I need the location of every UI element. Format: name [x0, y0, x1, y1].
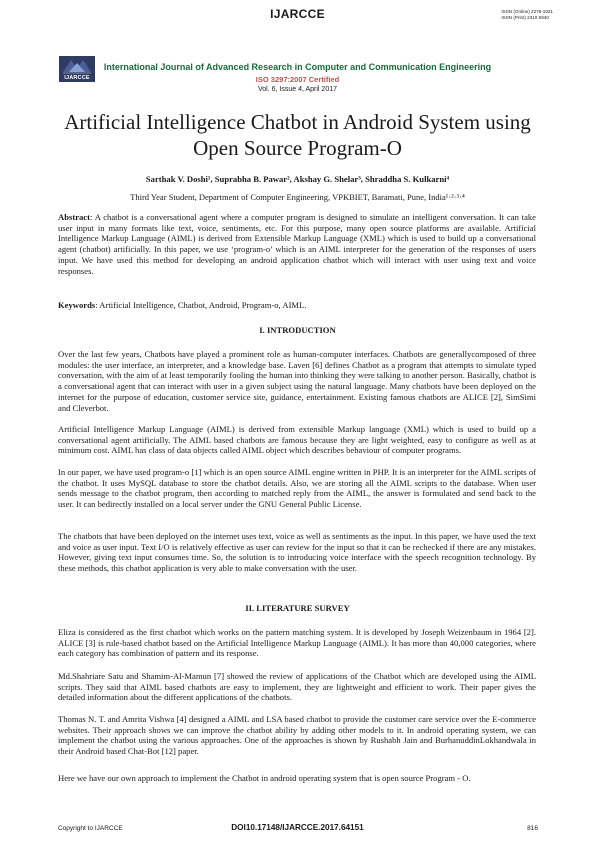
abstract-text: : A chatbot is a conversational agent where a computer program is designed to simulate an intelligent conversation. It can take user input in many formats like text, voice, sentiments, etc. For this purpose, many open source platforms are available. Artificial Intelligence Markup Language (AIML) is derived from Extensible Markup Language (XML) which is used to build up a conversational agent (chatbot) artificially. In this paper, we use ‘program-o’ which is an AIML interpreter for the generation of the responses of users input. We have used this method for developing an android application chatbot which will interact with user using text and voice responses. [58, 212, 536, 276]
lit-paragraph-1: Eliza is considered as the first chatbot which works on the pattern matching system. It is developed by Joseph Weizenbaum in 1964 [2]. ALICE [3] is rule-based chatbot based on the Artificial Intelligence Markup Language (AIML). It has more than 40,000 categories, where each category has combination of pattern and its response. [58, 627, 536, 659]
section-heading-introduction: I. INTRODUCTION [259, 325, 336, 335]
footer-page-number: 816 [527, 825, 538, 832]
journal-name: International Journal of Advanced Research in Computer and Communication Engineering [103, 62, 492, 72]
issn-print: ISSN (Print) 2319 5940 [501, 15, 549, 20]
volume-issue: Vol. 6, Issue 4, April 2017 [258, 86, 337, 93]
author-affiliation: Third Year Student, Department of Computer Engineering, VPKBIET, Baramati, Pune, India¹·²·³·⁴ [130, 192, 465, 202]
footer-doi: DOI10.17148/IJARCCE.2017.64151 [231, 823, 364, 832]
abstract [58, 212, 536, 276]
iso-certification: ISO 3297:2007 Certified [255, 75, 340, 84]
lit-paragraph-4: Here we have our own approach to implement the Chatbot in android operating system that is open source Program - O. [58, 773, 471, 783]
intro-paragraph-1: Over the last few years, Chatbots have played a prominent role as human-computer interfaces. Chatbots are generallycomposed of three modules: the user interface, an interpreter, and a knowledge base. Laven [6] defines Chatbot as a program that attempts to simulate typed conversation, with the aim of at least temporarily fooling the human into thinking they were talking to another person. Basically, chatbot is a conversational agent that can interact with user in a given subject using the natural language. Many chatbots have been deployed on the internet for the purpose of education, customer service site, guidance, entertainment. Existing famous chatbots are ALICE [2], SimSimi and Cleverbot. [58, 349, 536, 413]
section-heading-literature-survey: II. LITERATURE SURVEY [245, 603, 350, 613]
author-list: Sarthak V. Doshi¹, Suprabha B. Pawar², Akshay G. Shelar³, Shraddha S. Kulkarni⁴ [145, 174, 450, 184]
issn-online: ISSN (Online) 2278-1021 [501, 9, 553, 14]
lit-paragraph-3: Thomas N. T. and Amrita Vishwa [4] designed a AIML and LSA based chatbot to provide the customer care service over the E-commerce websites. Their approach shows we can improve the chatbot ability by adding other models to it. In android operating system, we can implement the chatbot using the various approaches. One of the approaches is shown by Rushabh Jain and BurhanuddinLokhandwala in their Android based Chat-Bot [12] paper. [58, 714, 536, 757]
keywords [58, 300, 536, 311]
intro-paragraph-3: In our paper, we have used program-o [1] which is an open source AIML engine written in PHP. It is an interpreter for the AIML scripts of the chatbot. It uses MySQL database to store the chatbot details. Also, we are storing all the AIML scripts to the database. When user sends message to the chatbot program, then according to matched reply from the AIML, the answer is formulated and send back to the user. It can bedirectly installed on a local server under the GNU General Public License. [58, 467, 536, 510]
intro-paragraph-4: The chatbots that have been deployed on the internet uses text, voice as well as sentiments as the input. In this paper, we have used the text and voice as user input. Text I/O is relatively effective as user can review for the input so that it can be rechecked if there are any mistakes. However, giving text input consumes time. So, the solution is to introducing voice interface with the speech recognition technology. By these methods, this chatbot application is very able to make conversation with the user. [58, 531, 536, 574]
paper-title: Artificial Intelligence Chatbot in Android System using Open Source Program-O [64, 110, 531, 160]
footer-copyright: Copyright to IJARCCE [58, 825, 123, 832]
keywords-label: Keywords [58, 300, 96, 310]
lit-paragraph-2: Md.Shahriare Satu and Shamim-Al-Mamun [7] showed the review of applications of the Chatbot which are developed using the AIML scripts. They said that AIML based chatbots are easy to implement, they are lightweight and efficient to work. Their paper gives the detailed information about the different applications of the chatbots. [58, 671, 536, 703]
issn-block [501, 9, 553, 21]
abstract-label: Abstract [58, 212, 90, 222]
journal-abbreviation: IJARCCE [270, 7, 325, 21]
keywords-text: : Artificial Intelligence, Chatbot, Android, Program-o, AIML. [95, 300, 307, 310]
logo-text: IJARCCE [64, 75, 90, 81]
intro-paragraph-2: Artificial Intelligence Markup Language (AIML) is derived from extensible Markup language (XML) which is used to build up a conversational agent artificially. The AIML based chatbots are famous because they are light weighted, easy to configure as well as at minimum cost. AIML has class of data objects called AIML object which describes behaviour of computer programs. [58, 424, 536, 456]
